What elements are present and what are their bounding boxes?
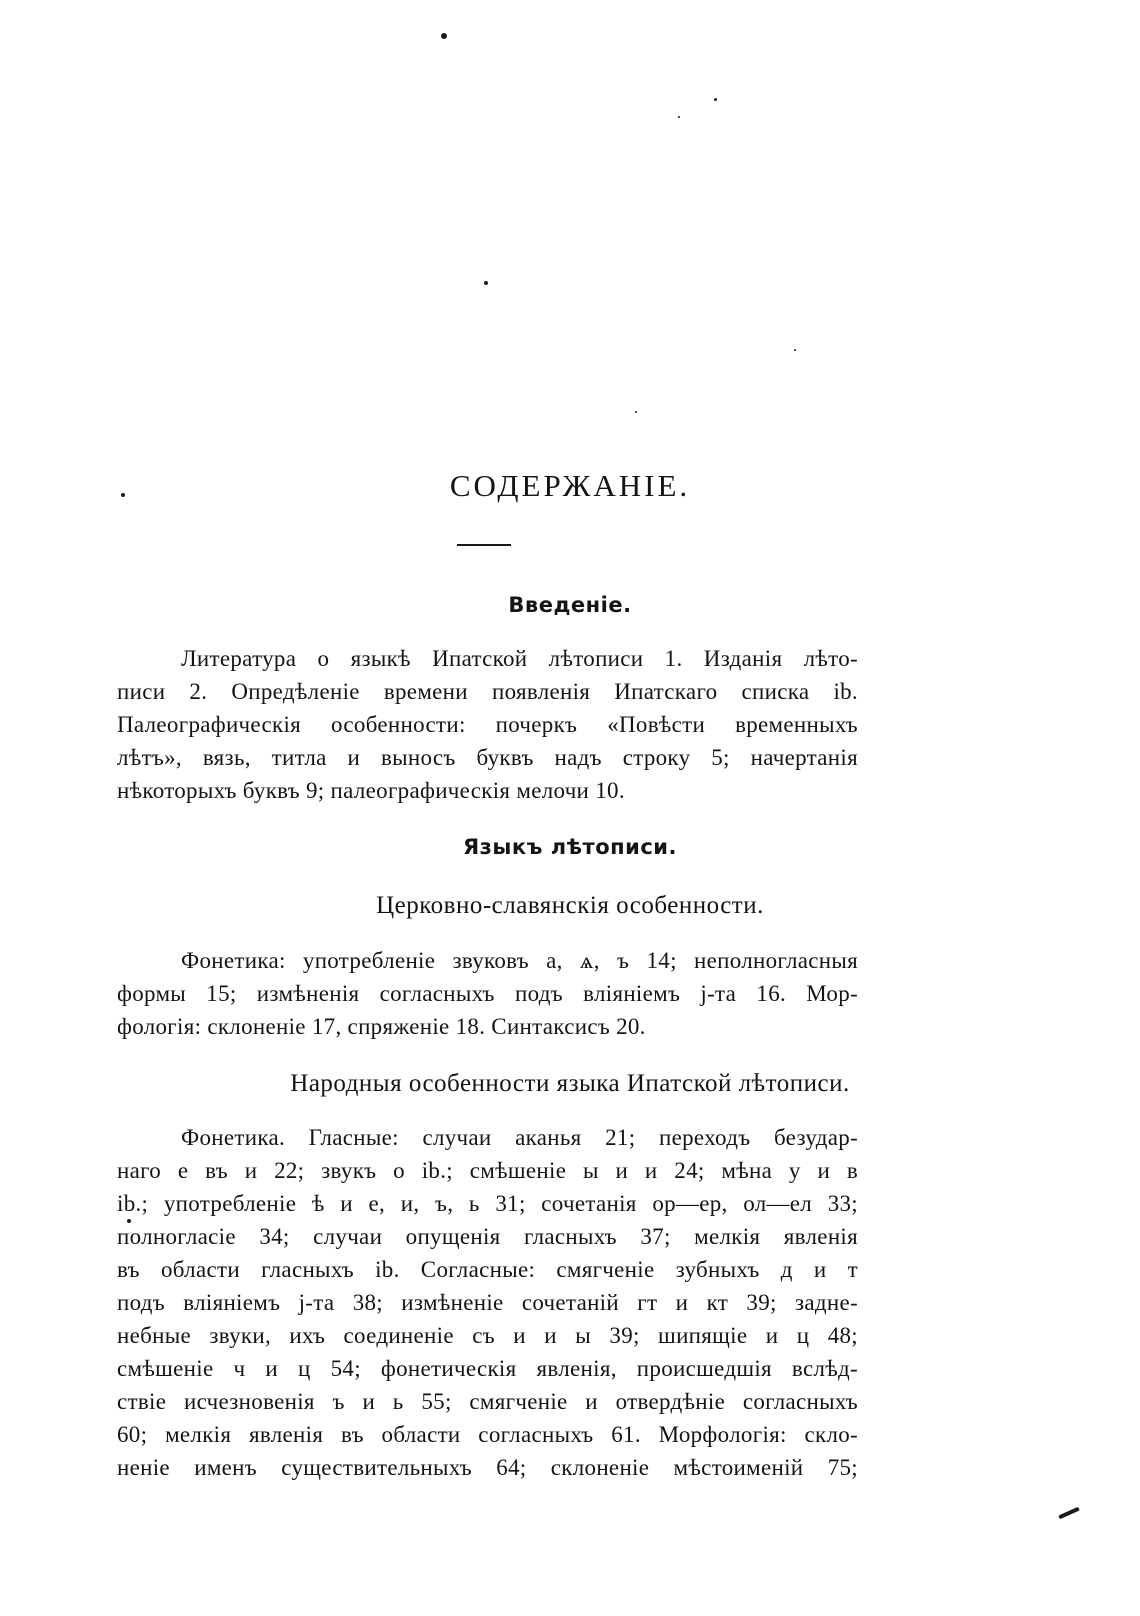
text-line: ствіе исчезновенія ъ и ь 55; смягченіе и отвердѣніе согласныхъ [117, 1389, 858, 1414]
introduction-paragraph [117, 642, 858, 807]
text-line: Палеографическія особенности: почеркъ «Повѣсти временныхъ [117, 712, 858, 737]
text-line: ib.; употребленіе ѣ и е, и, ъ, ь 31; сочетанія ор—ер, ол—ел 33; [117, 1191, 858, 1216]
text-line: нѣкоторыхъ буквъ 9; палеографическія мелочи 10. [117, 778, 625, 803]
text-line: лѣтъ», вязь, титла и выносъ буквъ надъ строку 5; начертанія [117, 745, 858, 770]
church-slavonic-paragraph [117, 944, 858, 1043]
scan-speck [714, 98, 717, 101]
text-line: Фонетика: употребленіе звуковъ а, ѧ, ъ 14; неполногласныя [181, 948, 858, 973]
text-line: подъ вліяніемъ j-та 38; измѣненіе сочетаній гт и кт 39; задне- [117, 1290, 858, 1315]
text-line: въ области гласныхъ ib. Согласные: смягченіе зубныхъ д и т [117, 1257, 858, 1282]
title-rule [457, 544, 511, 546]
text-line: небные звуки, ихъ соединеніе съ и и ы 39; шипящіе и ц 48; [117, 1323, 858, 1348]
text-line: формы 15; измѣненія согласныхъ подъ вліяніемъ j-та 16. Мор- [117, 981, 858, 1006]
scan-speck [635, 411, 637, 413]
text-line: Литература о языкѣ Ипатской лѣтописи 1. Изданія лѣто- [181, 646, 858, 671]
section-heading-introduction: Введеніе. [508, 593, 632, 617]
scan-speck [678, 116, 680, 118]
section-heading-chronicle-language: Языкъ лѣтописи. [462, 835, 677, 859]
text-line: писи 2. Опредѣленіе времени появленія Ипатскаго списка ib. [117, 679, 858, 704]
subsection-heading-folk-features: Народныя особенности языка Ипатской лѣтописи. [290, 1070, 850, 1097]
text-line: 60; мелкія явленія въ области согласныхъ 61. Морфологія: скло- [117, 1422, 858, 1447]
scan-speck [794, 349, 796, 351]
text-line: наго е въ и 22; звукъ о ib.; смѣшеніе ы и и 24; мѣна у и в [117, 1158, 858, 1183]
folk-features-paragraph [117, 1121, 858, 1484]
scan-speck [1058, 1507, 1080, 1520]
text-line: фологія: склоненіе 17, спряженіе 18. Синтаксисъ 20. [117, 1014, 646, 1039]
page-title: СОДЕРЖАНІЕ. [449, 468, 691, 503]
text-line: полногласіе 34; случаи опущенія гласныхъ 37; мелкія явленія [117, 1224, 858, 1249]
scan-speck [484, 281, 488, 285]
text-line: Фонетика. Гласные: случаи аканья 21; переходъ безудар- [181, 1125, 858, 1150]
scan-speck [441, 33, 447, 39]
subsection-heading-church-slavonic: Церковно-славянскія особенности. [376, 892, 764, 919]
text-line: смѣшеніе ч и ц 54; фонетическія явленія, происшедшія вслѣд- [117, 1356, 858, 1381]
text-line: неніе именъ существительныхъ 64; склоненіе мѣстоименій 75; [117, 1455, 858, 1480]
